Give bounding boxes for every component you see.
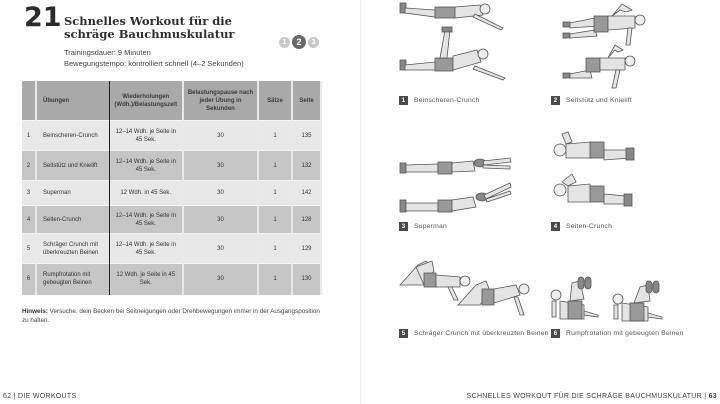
row-page: 130: [292, 264, 321, 295]
hint-text: Versuche, dein Becken bei Seitneigungen oder Drehbewegungen immer in der Ausgangsposition zu halten.: [22, 308, 320, 324]
col-header-exercise: Übungen: [36, 81, 109, 121]
col-header-pause: Belastungspause nach jeder Übung in Sekunden: [183, 81, 258, 121]
row-reps: 12–14 Wdh. je Seite in 45 Sek.: [109, 234, 183, 264]
row-reps: 12 Wdh. in 45 Sek.: [109, 181, 183, 206]
hint-note: [22, 307, 322, 325]
row-num: 3: [22, 181, 36, 206]
exercise-1-illustration: [395, 0, 535, 95]
caption-exercise-6: [551, 329, 684, 338]
chapter-number: 21: [24, 2, 62, 33]
caption-exercise-4: [551, 222, 612, 231]
workout-meta: [64, 47, 244, 69]
hint-label: Hinweis:: [22, 308, 48, 315]
row-reps: 12–14 Wdh. je Seite in 45 Sek.: [109, 121, 183, 151]
col-header-sets: Sätze: [258, 81, 292, 121]
row-pause: 30: [183, 121, 258, 151]
exercise-6-illustration: [550, 275, 670, 330]
workout-table: [22, 81, 322, 295]
table-row: [22, 121, 321, 151]
caption-number-badge: 1: [399, 96, 408, 105]
table-row: [22, 151, 321, 181]
row-exercise: Rumpfrotation mit gebeugten Beinen: [36, 264, 109, 295]
caption-number-badge: 3: [399, 222, 408, 231]
row-pause: 30: [183, 181, 258, 206]
row-num: 4: [22, 206, 36, 234]
row-sets: 1: [258, 234, 292, 264]
page-title: Schnelles Workout für die schräge Bauchmuskulatur: [64, 14, 235, 41]
row-pause: 30: [183, 264, 258, 295]
table-row: [22, 234, 321, 264]
row-reps: 12 Wdh. je Seite in 45 Sek.: [109, 264, 183, 295]
row-page: 132: [292, 151, 321, 181]
level-dot-2-active: 2: [292, 35, 306, 49]
caption-number-badge: 5: [399, 329, 408, 338]
caption-text: Rumpfrotation mit gebeugten Beinen: [566, 330, 684, 337]
row-page: 129: [292, 234, 321, 264]
table-row: [22, 181, 321, 206]
caption-exercise-5: [399, 329, 549, 338]
exercise-3-illustration: [398, 155, 518, 220]
col-header-page: Seite: [292, 81, 321, 121]
row-exercise: Schräger Crunch mit überkreuzten Beinen: [36, 234, 109, 264]
col-header-reps: Wiederholungen (Wdh.)/Belastungszeit: [109, 81, 183, 121]
row-exercise: Superman: [36, 181, 109, 206]
row-page: 128: [292, 206, 321, 234]
caption-text: Seiten-Crunch: [566, 223, 613, 230]
row-num: 5: [22, 234, 36, 264]
col-header-num: [22, 81, 36, 121]
footer-section-left: DIE WORKOUTS: [18, 393, 77, 400]
row-sets: 1: [258, 206, 292, 234]
caption-text: Beinscheren-Crunch: [414, 97, 480, 104]
row-exercise: Seitstütz und Knielift: [36, 151, 109, 181]
footer-page-number-right: 63: [708, 393, 717, 400]
row-pause: 30: [183, 151, 258, 181]
row-num: 1: [22, 121, 36, 151]
row-sets: 1: [258, 151, 292, 181]
row-reps: 12–14 Wdh. je Seite in 45 Sek.: [109, 151, 183, 181]
row-pause: 30: [183, 234, 258, 264]
footer-right: SCHNELLES WORKOUT FÜR DIE SCHRÄGE BAUCHMUSKULATUR | 63: [466, 393, 717, 400]
row-exercise: Seiten-Crunch: [36, 206, 109, 234]
table-row: [22, 264, 321, 295]
row-exercise: Beinscheren-Crunch: [36, 121, 109, 151]
level-indicator: [279, 35, 319, 49]
exercise-2-illustration: [560, 0, 680, 95]
footer-left: 62 | DIE WORKOUTS: [3, 393, 77, 400]
caption-exercise-1: [399, 96, 480, 105]
level-dot-1: 1: [279, 37, 290, 48]
caption-number-badge: 4: [551, 222, 560, 231]
footer-section-right: SCHNELLES WORKOUT FÜR DIE SCHRÄGE BAUCHMUSKULATUR: [466, 393, 702, 400]
footer-page-number-left: 62: [3, 393, 12, 400]
row-reps: 12–14 Wdh. je Seite in 45 Sek.: [109, 206, 183, 234]
exercise-4-illustration: [550, 130, 650, 220]
table-row: [22, 206, 321, 234]
row-num: 6: [22, 264, 36, 295]
row-page: 142: [292, 181, 321, 206]
exercise-5-illustration: [398, 255, 538, 325]
row-sets: 1: [258, 181, 292, 206]
level-dot-3: 3: [308, 37, 319, 48]
caption-text: Schräger Crunch mit überkreuzten Beinen: [414, 330, 549, 337]
caption-exercise-2: [551, 96, 632, 105]
caption-exercise-3: [399, 222, 447, 231]
row-sets: 1: [258, 121, 292, 151]
training-duration: Trainingsdauer: 9 Minuten: [64, 48, 151, 57]
caption-number-badge: 2: [551, 96, 560, 105]
movement-tempo: Bewegungstempo: kontrolliert schnell (4–2 Sekunden): [64, 59, 244, 68]
page-gutter: [360, 0, 361, 404]
caption-text: Superman: [414, 223, 447, 230]
row-pause: 30: [183, 206, 258, 234]
row-page: 135: [292, 121, 321, 151]
row-num: 2: [22, 151, 36, 181]
caption-text: Seitstütz und Knielift: [566, 97, 632, 104]
caption-number-badge: 6: [551, 329, 560, 338]
table-header-row: [22, 81, 321, 121]
row-sets: 1: [258, 264, 292, 295]
